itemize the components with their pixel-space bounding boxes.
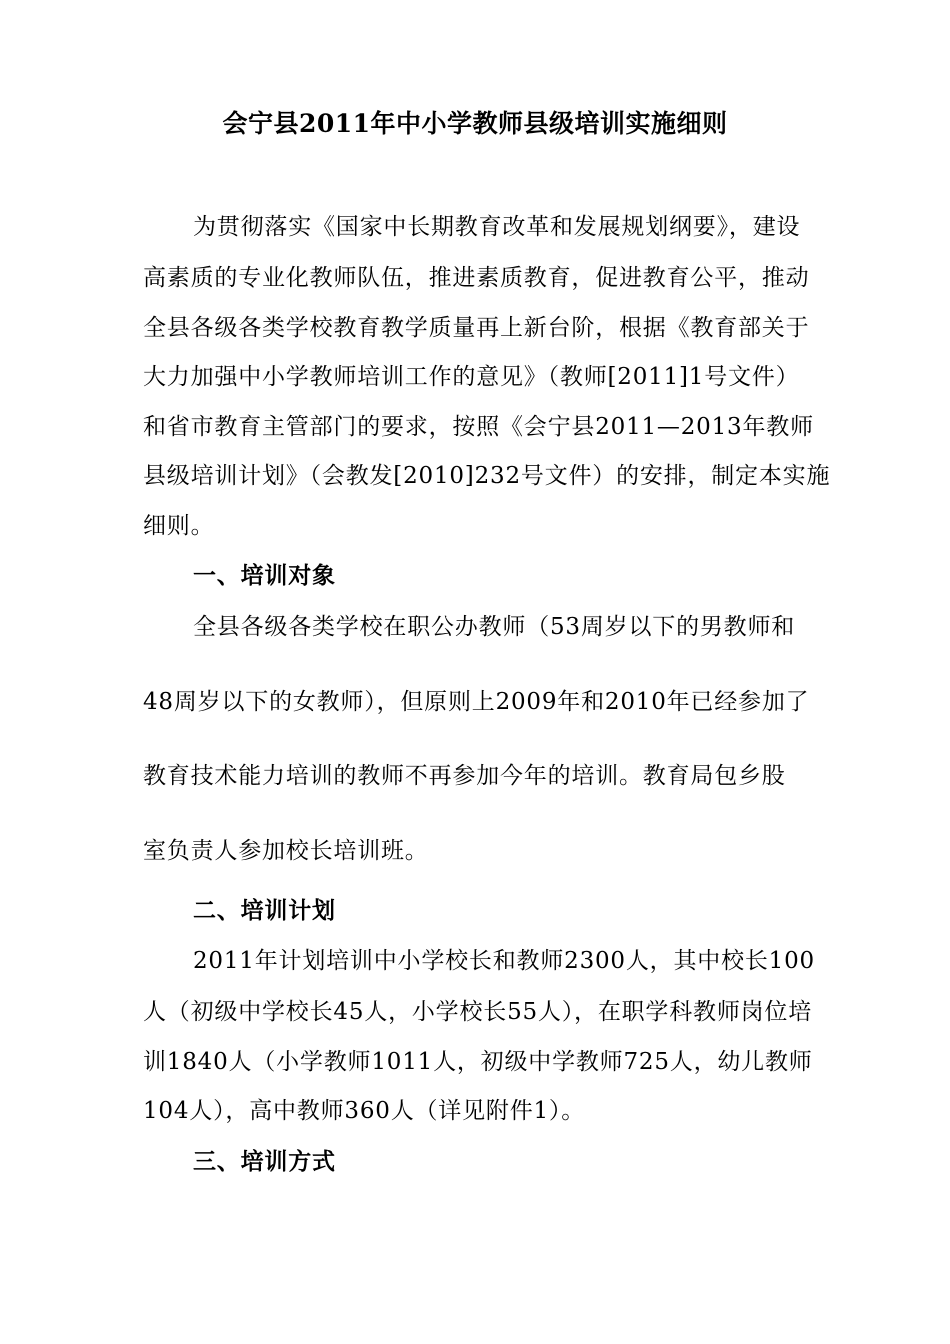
section2-line-3: 训1840人（小学教师1011人，初级中学教师725人，幼儿教师 bbox=[143, 1049, 813, 1075]
section1-line-2: 48周岁以下的女教师），但原则上2009年和2010年已经参加了 bbox=[143, 689, 810, 715]
section2-line-1: 2011年计划培训中小学校长和教师2300人，其中校长100 bbox=[193, 948, 815, 974]
section1-line-1: 全县各级各类学校在职公办教师（53周岁以下的男教师和 bbox=[193, 614, 796, 640]
intro-line-6: 县级培训计划》（会教发[2010]232号文件）的安排，制定本实施 bbox=[143, 463, 831, 489]
intro-line-4: 大力加强中小学教师培训工作的意见》（教师[2011]1号文件） bbox=[143, 364, 800, 390]
intro-line-3: 全县各级各类学校教育教学质量再上新台阶，根据《教育部关于 bbox=[143, 315, 810, 341]
section1-line-4: 室负责人参加校长培训班。 bbox=[143, 838, 429, 864]
section-heading-1: 一、培训对象 bbox=[193, 562, 336, 589]
section2-line-4: 104人），高中教师360人（详见附件1）。 bbox=[143, 1098, 586, 1124]
intro-line-5: 和省市教育主管部门的要求，按照《会宁县2011—2013年教师 bbox=[143, 414, 814, 440]
section2-line-2: 人（初级中学校长45人，小学校长55人），在职学科教师岗位培 bbox=[143, 999, 813, 1025]
intro-line-2: 高素质的专业化教师队伍，推进素质教育，促进教育公平，推动 bbox=[143, 265, 810, 291]
document-title: 会宁县2011年中小学教师县级培训实施细则 bbox=[222, 109, 728, 138]
section-heading-3: 三、培训方式 bbox=[193, 1148, 336, 1175]
intro-line-1: 为贯彻落实《国家中长期教育改革和发展规划纲要》，建设 bbox=[193, 214, 801, 240]
section1-line-3: 教育技术能力培训的教师不再参加今年的培训。教育局包乡股 bbox=[143, 763, 786, 789]
section-heading-2: 二、培训计划 bbox=[193, 897, 336, 924]
intro-line-7: 细则。 bbox=[143, 513, 215, 539]
